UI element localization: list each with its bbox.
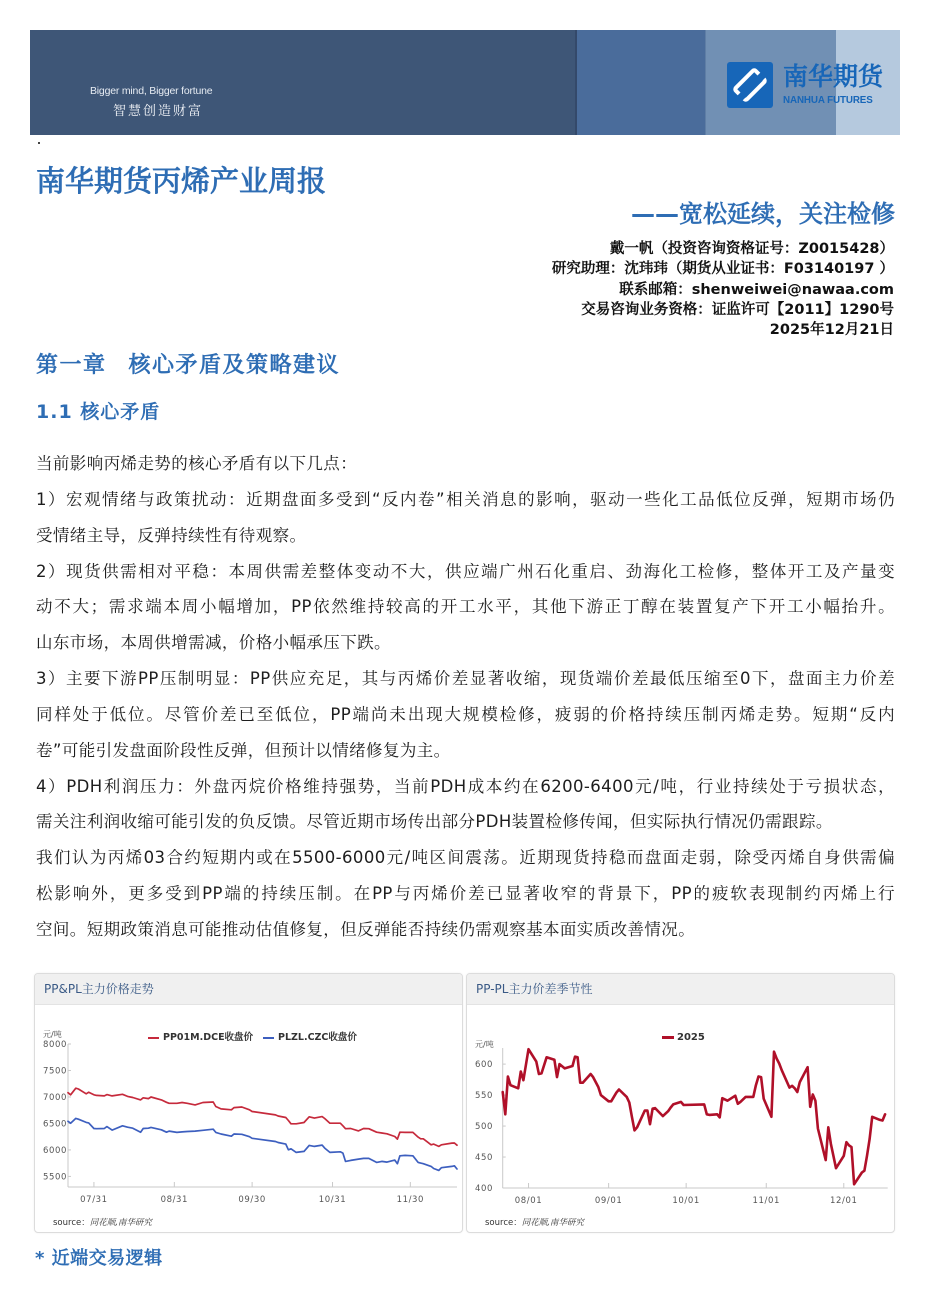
chapter-heading xyxy=(36,351,340,381)
y-tick-label: 8000 xyxy=(43,1040,68,1050)
logo-name-chinese: 南华期货 xyxy=(783,62,884,91)
nanhua-logo-icon xyxy=(727,62,773,108)
analyst-line: 戴一帆（投资咨询资格证号：Z0015428） xyxy=(609,241,894,257)
text-line: 3）主要下游PP压制明显：PP供应充足，其与丙烯价差显著收缩，现货端价差最低压缩至0下，盘面主力价差 xyxy=(36,669,895,689)
x-tick-label: 11/01 xyxy=(752,1196,781,1206)
text-line: 2）现货供需相对平稳：本周供需差整体变动不大，供应端广州石化重启、劲海化工检修，整体开工及产量变 xyxy=(36,561,895,581)
x-tick-label: 09/30 xyxy=(238,1195,266,1205)
chart-source xyxy=(485,1216,584,1228)
y-tick-label: 7000 xyxy=(43,1092,68,1103)
text-line: 同样处于低位。尽管价差已至低位，PP端尚未出现大规模检修，疲弱的价格持续压制丙烯走势。短期“反内 xyxy=(36,704,895,724)
source-text: 同花顺,南华研究 xyxy=(521,1218,584,1228)
legend-label: 2025 xyxy=(677,1032,705,1043)
chart-card-spread-seasonality xyxy=(466,973,895,1233)
y-tick-label: 7500 xyxy=(43,1066,68,1077)
report-subtitle: ——宽松延续，关注检修 xyxy=(631,200,895,228)
text-line: 我们认为丙烯03合约短期内或在5500-6000元/吨区间震荡。近期现货持稳而盘面走弱，除受丙烯自身供需偏 xyxy=(36,848,895,868)
banner-segment-dark xyxy=(30,30,575,135)
text-line: 空间。短期政策消息可能推动估值修复，但反弹能否持续仍需观察基本面实质改善情况。 xyxy=(36,919,696,939)
series-line xyxy=(503,1049,885,1184)
text-line: 4）PDH利润压力：外盘丙烷价格维持强势，当前PDH成本约在6200-6400元/吨，行业持续处于亏损状态， xyxy=(36,776,895,796)
chart-source xyxy=(53,1216,152,1228)
source-label: source： xyxy=(485,1218,522,1228)
y-axis-unit: 元/吨 xyxy=(475,1040,494,1049)
chart-card-header xyxy=(35,974,462,1005)
text-line: 松影响外，更多受到PP端的持续压制。在PP与丙烯价差已显著收窄的背景下，PP的疲软表现制约丙烯上行 xyxy=(36,884,895,904)
header-banner xyxy=(30,30,900,135)
chart-title: PP-PL主力价差季节性 xyxy=(476,982,593,996)
assistant-line: 研究助理：沈玮玮（期货从业证书：F03140197 ） xyxy=(551,261,894,278)
body-text xyxy=(36,446,895,948)
series-line xyxy=(68,1088,457,1146)
paragraph-point-4 xyxy=(36,769,895,841)
legend-label: PP01M.DCE收盘价 xyxy=(163,1032,254,1043)
x-tick-label: 10/31 xyxy=(318,1195,347,1205)
page-marker-dot xyxy=(38,142,40,144)
text-line: 受情绪主导，反弹持续性有待观察。 xyxy=(36,525,307,545)
text-line: 需关注利润收缩可能引发的负反馈。尽管近期市场传出部分PDH装置检修传闻，但实际执行情况仍需跟踪。 xyxy=(36,812,833,832)
paragraph-point-1 xyxy=(36,482,895,554)
chart-card-header xyxy=(467,974,894,1005)
chart-card-price-trend xyxy=(34,973,463,1233)
y-tick-label: 6500 xyxy=(43,1119,68,1130)
x-tick-label: 08/01 xyxy=(514,1196,543,1206)
paragraph-point-3 xyxy=(36,661,895,769)
source-text: 同花顺,南华研究 xyxy=(89,1218,152,1228)
x-tick-label: 09/01 xyxy=(594,1196,623,1206)
section-heading: 1.1 核心矛盾 xyxy=(36,401,161,423)
contact-email-line: 联系邮箱：shenweiwei@nawaa.com xyxy=(619,281,894,298)
y-axis-unit: 元/吨 xyxy=(43,1030,62,1039)
x-tick-label: 08/31 xyxy=(160,1195,189,1205)
tagline-chinese: 智慧创造财富 xyxy=(113,104,204,119)
author-info xyxy=(552,239,894,340)
y-tick-label: 400 xyxy=(475,1184,494,1194)
text-line: 当前影响丙烯走势的核心矛盾有以下几点： xyxy=(36,454,358,473)
y-tick-label: 500 xyxy=(475,1122,494,1133)
y-tick-label: 600 xyxy=(475,1060,494,1071)
text-line: 卷”可能引发盘面阶段性反弹，但预计以情绪修复为主。 xyxy=(36,740,451,760)
x-tick-label: 07/31 xyxy=(80,1195,108,1205)
y-tick-label: 5500 xyxy=(43,1172,68,1183)
paragraph-point-2 xyxy=(36,554,895,662)
logo-name-english: NANHUA FUTURES xyxy=(783,95,873,106)
text-line: 动不大；需求端本周小幅增加，PP依然维持较高的开工水平，其他下游正丁醇在装置复产下开工小幅抬升。 xyxy=(36,597,895,617)
y-tick-label: 6000 xyxy=(43,1145,68,1156)
x-tick-label: 12/01 xyxy=(830,1196,858,1206)
price-trend-chart xyxy=(35,1003,463,1213)
tagline-english: Bigger mind, Bigger fortune xyxy=(90,85,213,97)
legend-label: PLZL.CZC收盘价 xyxy=(278,1032,357,1043)
report-title: 南华期货丙烯产业周报 xyxy=(36,164,327,198)
y-tick-label: 450 xyxy=(475,1153,494,1164)
x-tick-label: 10/01 xyxy=(672,1196,700,1206)
license-line: 交易咨询业务资格：证监许可【2011】1290号 xyxy=(581,301,894,318)
paragraph-intro xyxy=(36,446,895,482)
text-line: 1）宏观情绪与政策扰动：近期盘面多受到“反内卷”相关消息的影响，驱动一些化工品低位反弹，短期市场仍 xyxy=(36,489,895,509)
banner-segment-mid xyxy=(575,30,705,135)
chart-title: PP&PL主力价格走势 xyxy=(44,982,154,996)
report-date: 2025年12月21日 xyxy=(769,322,894,339)
text-line: 山东市场，本周供增需减，价格小幅承压下跌。 xyxy=(36,633,391,653)
chapter-title: 核心矛盾及策略建议 xyxy=(128,353,341,378)
x-tick-label: 11/30 xyxy=(396,1195,425,1205)
y-tick-label: 550 xyxy=(475,1091,494,1102)
source-label: source： xyxy=(53,1218,90,1228)
chapter-number: 第一章 xyxy=(36,353,107,378)
series-line xyxy=(68,1118,457,1170)
spread-seasonality-chart xyxy=(467,1003,895,1213)
paragraph-conclusion xyxy=(36,840,895,948)
next-section-heading: * 近端交易逻辑 xyxy=(35,1248,163,1269)
